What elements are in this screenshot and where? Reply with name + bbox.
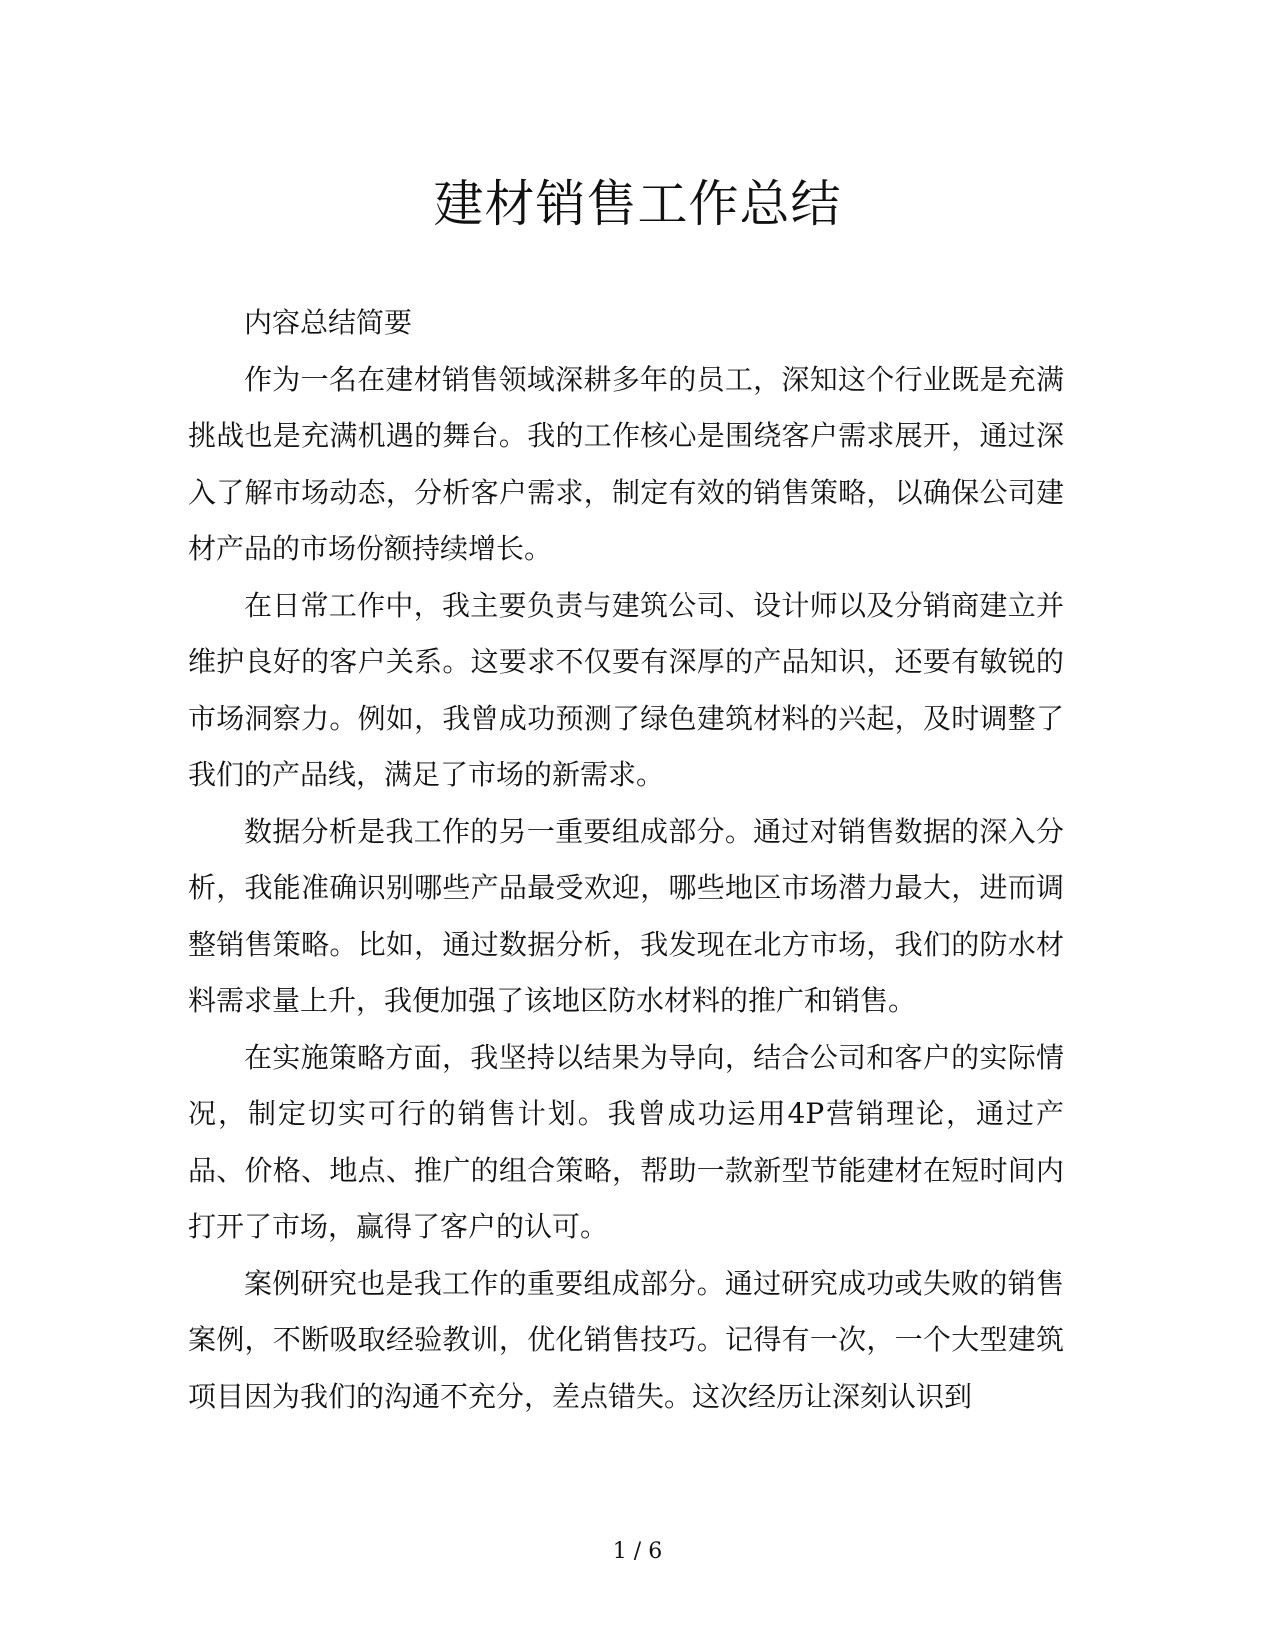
- document-title: 建材销售工作总结: [433, 175, 842, 233]
- document-body: [188, 295, 1064, 1425]
- paragraph-daily-work: 在日常工作中，我主要负责与建筑公司、设计师以及分销商建立并维护良好的客户关系。这要求不仅要有深厚的产品知识，还要有敏锐的市场洞察力。例如，我曾成功预测了绿色建筑材料的兴起，及时调整了我们的产品线，满足了市场的新需求。: [188, 588, 1064, 791]
- summary-heading: 内容总结简要: [244, 306, 413, 339]
- paragraph-data-analysis: 数据分析是我工作的另一重要组成部分。通过对销售数据的深入分析，我能准确识别哪些产品最受欢迎，哪些地区市场潜力最大，进而调整销售策略。比如，通过数据分析，我发现在北方市场，我们的防水材料需求量上升，我便加强了该地区防水材料的推广和销售。: [188, 814, 1064, 1017]
- page-number: 1 / 6: [612, 1539, 663, 1564]
- paragraph-intro: 作为一名在建材销售领域深耕多年的员工，深知这个行业既是充满挑战也是充满机遇的舞台。我的工作核心是围绕客户需求展开，通过深入了解市场动态，分析客户需求，制定有效的销售策略，以确保公司建材产品的市场份额持续增长。: [188, 362, 1064, 565]
- paragraph-case-study: 案例研究也是我工作的重要组成部分。通过研究成功或失败的销售案例，不断吸取经验教训，优化销售技巧。记得有一次，一个大型建筑项目因为我们的沟通不充分，差点错失。这次经历让深刻认识到: [188, 1266, 1064, 1413]
- paragraph-strategy: 在实施策略方面，我坚持以结果为导向，结合公司和客户的实际情况，制定切实可行的销售计划。我曾成功运用4P营销理论，通过产品、价格、地点、推广的组合策略，帮助一款新型节能建材在短时间内打开了市场，赢得了客户的认可。: [188, 1040, 1064, 1243]
